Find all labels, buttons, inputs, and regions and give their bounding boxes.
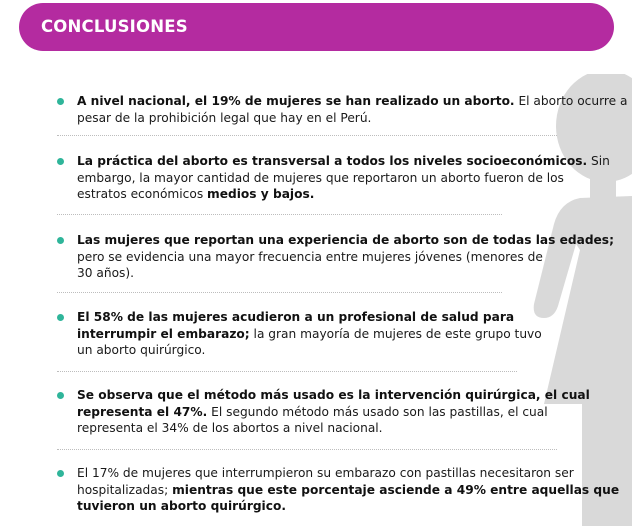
bold-text: La práctica del aborto es transversal a todos los niveles socioeconómicos. — [77, 154, 588, 168]
text-line — [77, 153, 610, 170]
conclusion-text — [77, 232, 614, 282]
conclusion-text — [77, 387, 590, 437]
text-line — [77, 309, 542, 326]
text-line — [77, 387, 590, 404]
bullet-dot-icon — [57, 98, 64, 105]
bold-text: Se observa que el método más usado es la intervención quirúrgica, el cual — [77, 388, 590, 402]
text-line — [77, 249, 614, 266]
bold-text: El 58% de las mujeres acudieron a un profesional de salud para — [77, 310, 515, 324]
dotted-divider — [57, 214, 502, 215]
body-text: representa el 34% de los abortos a nivel nacional. — [77, 421, 383, 435]
dotted-divider — [57, 135, 557, 136]
text-line — [77, 93, 627, 110]
bold-text: tuvieron un aborto quirúrgico. — [77, 499, 286, 513]
conclusion-text — [77, 465, 619, 515]
text-line — [77, 404, 590, 421]
body-text: hospitalizadas; — [77, 482, 173, 497]
body-text: Sin — [587, 154, 610, 168]
body-text: pero se evidencia una mayor frecuencia entre mujeres jóvenes (menores de — [77, 249, 543, 264]
text-line — [77, 265, 614, 282]
body-text: pesar de la prohibición legal que hay en el Perú. — [77, 110, 372, 125]
body-text: El aborto ocurre a — [514, 94, 628, 108]
bold-text: mientras que este porcentaje asciende a 49% entre aquellas que — [172, 482, 620, 497]
text-line — [77, 110, 627, 127]
text-line — [77, 170, 610, 187]
body-text: El 17% de mujeres que interrumpieron su embarazo con pastillas necesitaron ser — [77, 466, 574, 480]
text-line — [77, 232, 614, 249]
section-title: CONCLUSIONES — [41, 17, 188, 36]
dotted-divider — [57, 449, 557, 450]
text-line — [77, 186, 610, 203]
bullet-dot-icon — [57, 314, 64, 321]
conclusion-text — [77, 93, 627, 126]
text-line — [77, 482, 619, 499]
body-text: 30 años). — [77, 266, 135, 280]
text-line — [77, 465, 619, 482]
bullet-dot-icon — [57, 392, 64, 399]
dotted-divider — [57, 292, 502, 293]
text-line — [77, 420, 590, 437]
body-text: embargo, la mayor cantidad de mujeres que reportaron un aborto fueron de los — [77, 170, 564, 185]
bold-text: Las mujeres que reportan una experiencia de aborto son de todas las edades; — [77, 233, 614, 247]
conclusion-text — [77, 309, 542, 359]
body-text: un aborto quirúrgico. — [77, 343, 206, 357]
body-text: la gran mayoría de mujeres de este grupo tuvo — [249, 326, 542, 341]
bold-text: A nivel nacional, el 19% de mujeres se han realizado un aborto. — [77, 94, 515, 108]
bold-text: representa el 47%. — [77, 404, 208, 419]
bullet-dot-icon — [57, 158, 64, 165]
section-header — [19, 3, 614, 51]
body-text: estratos económicos — [77, 187, 208, 201]
bold-text: medios y bajos. — [207, 187, 315, 201]
bullet-dot-icon — [57, 470, 64, 477]
bullet-dot-icon — [57, 237, 64, 244]
text-line — [77, 326, 542, 343]
body-text: El segundo método más usado son las pastillas, el cual — [207, 404, 548, 419]
text-line — [77, 342, 542, 359]
conclusion-text — [77, 153, 610, 203]
bold-text: interrumpir el embarazo; — [77, 326, 250, 341]
dotted-divider — [57, 371, 517, 372]
woman-figure-icon — [520, 74, 632, 526]
text-line — [77, 498, 619, 515]
